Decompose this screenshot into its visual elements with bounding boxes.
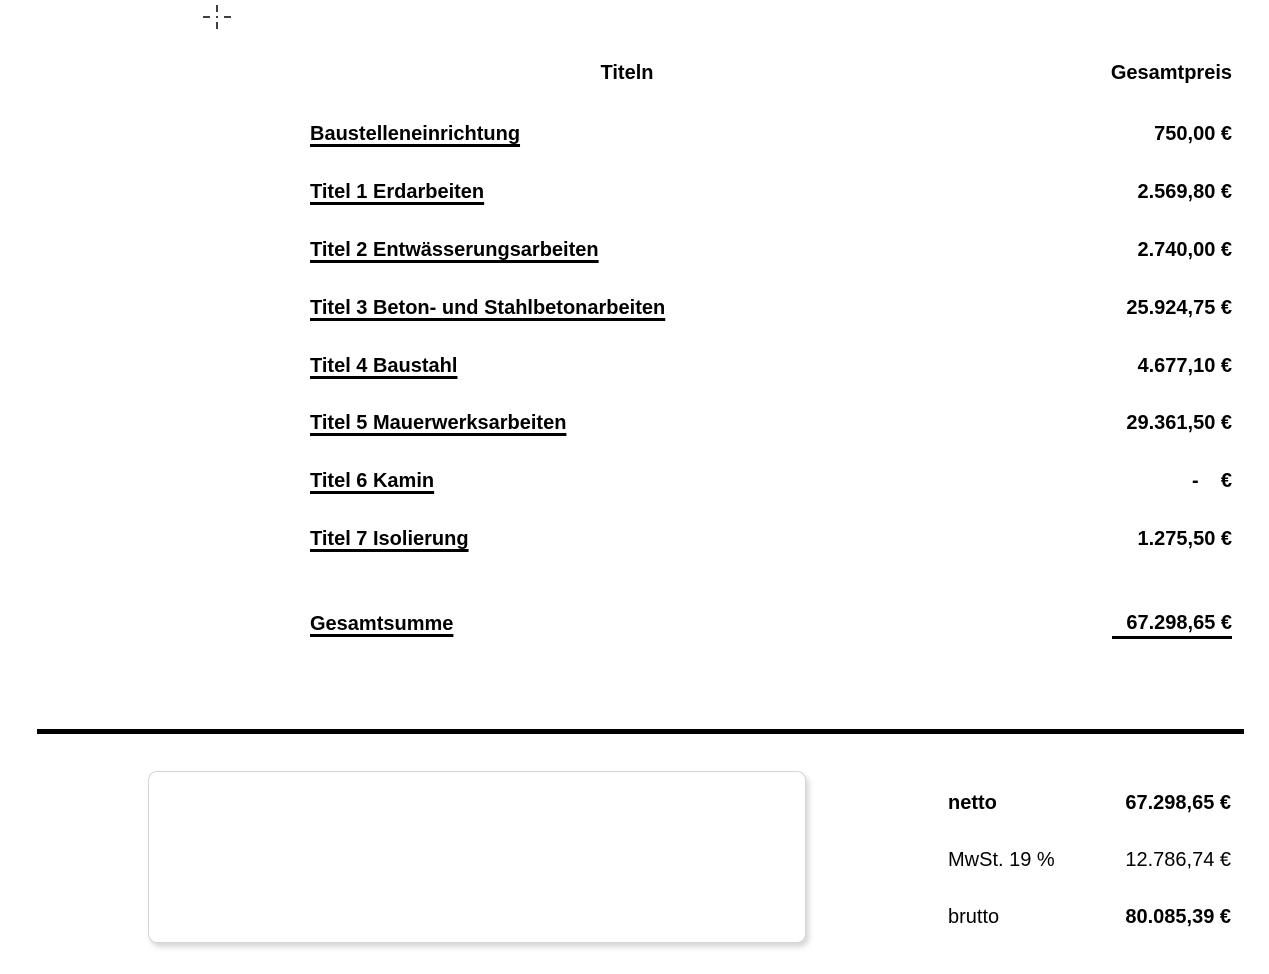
summary-label: MwSt. 19 % xyxy=(948,849,1055,871)
table-row xyxy=(0,354,1269,378)
summary-value: 12.786,74 € xyxy=(1125,849,1231,871)
column-header-gesamtpreis: Gesamtpreis xyxy=(1110,62,1232,84)
row-value: - € xyxy=(1191,470,1232,492)
table-row xyxy=(0,411,1269,435)
row-label: Titel 6 Kamin xyxy=(310,470,435,492)
row-value: 29.361,50 € xyxy=(1126,412,1232,434)
table-row xyxy=(0,180,1269,204)
row-label: Baustelleneinrichtung xyxy=(310,123,521,145)
row-value: 2.740,00 € xyxy=(1137,239,1232,261)
crosshair-left-tick xyxy=(203,16,210,18)
column-header-titeln: Titeln xyxy=(600,62,654,84)
row-label: Titel 1 Erdarbeiten xyxy=(310,181,485,203)
summary-label: netto xyxy=(948,792,997,814)
row-label: Titel 7 Isolierung xyxy=(310,528,469,550)
grand-total-label: Gesamtsumme xyxy=(310,613,454,635)
table-row xyxy=(0,469,1269,493)
row-label: Titel 4 Baustahl xyxy=(310,355,458,377)
row-label: Titel 3 Beton- und Stahlbetonarbeiten xyxy=(310,297,666,319)
grand-total-value: 67.298,65 € xyxy=(1112,612,1232,639)
summary-row-brutto xyxy=(0,905,1269,929)
row-label: Titel 2 Entwässerungsarbeiten xyxy=(310,239,599,261)
summary-row-mwst xyxy=(0,848,1269,872)
horizontal-divider xyxy=(37,729,1244,734)
crosshair-center-dot xyxy=(216,16,218,18)
summary-value: 80.085,39 € xyxy=(1125,906,1231,928)
crosshair-right-tick xyxy=(224,16,231,18)
table-row xyxy=(0,527,1269,551)
row-label: Titel 5 Mauerwerksarbeiten xyxy=(310,412,567,434)
grand-total-row xyxy=(0,612,1269,636)
table-header xyxy=(0,61,1269,85)
table-row xyxy=(0,238,1269,262)
summary-label: brutto xyxy=(948,906,1000,928)
row-value: 2.569,80 € xyxy=(1137,181,1232,203)
summary-value: 67.298,65 € xyxy=(1125,792,1231,814)
row-value: 4.677,10 € xyxy=(1137,355,1232,377)
table-row xyxy=(0,296,1269,320)
row-value: 1.275,50 € xyxy=(1137,528,1232,550)
crosshair-top-tick xyxy=(216,5,218,12)
row-value: 25.924,75 € xyxy=(1126,297,1232,319)
table-row xyxy=(0,122,1269,146)
crosshair-bottom-tick xyxy=(216,22,218,29)
row-value: 750,00 € xyxy=(1154,123,1232,145)
summary-row-netto xyxy=(0,791,1269,815)
crosshair-cursor xyxy=(202,2,232,32)
